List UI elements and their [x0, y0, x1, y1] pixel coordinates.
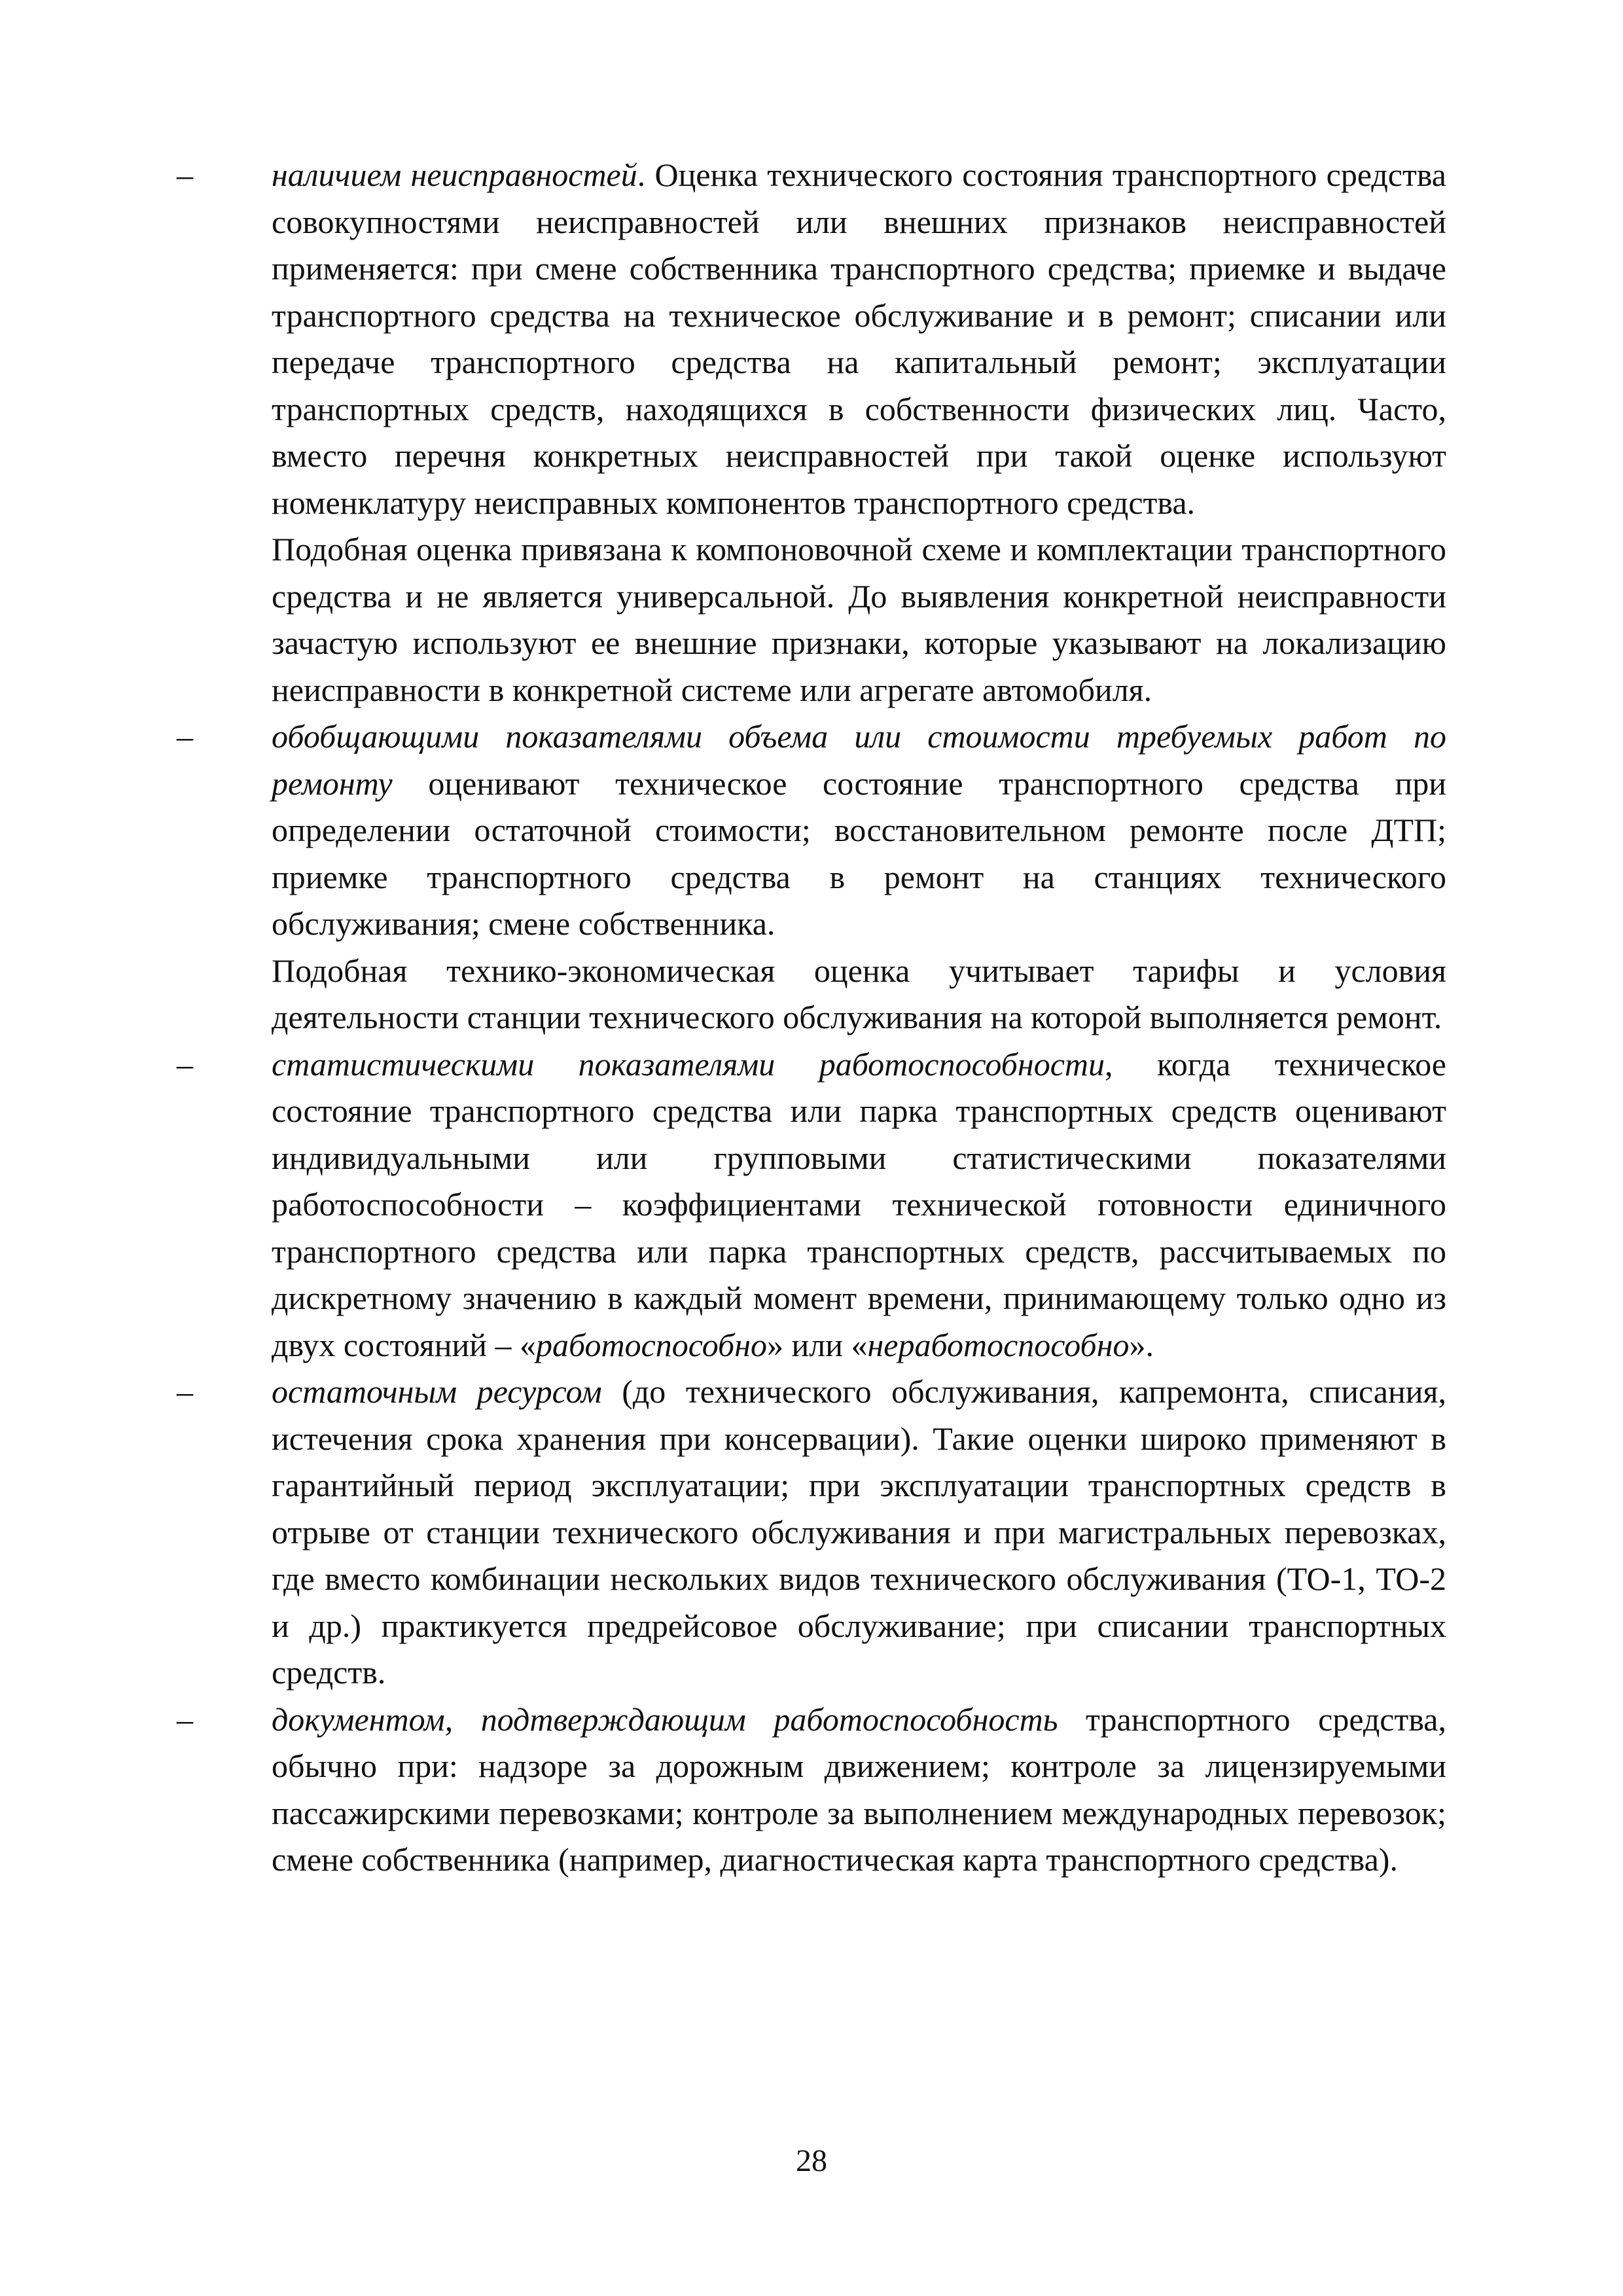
list-dash: –: [177, 1700, 193, 1738]
page-content: [177, 152, 1446, 1884]
item-body-text: » или «: [767, 1326, 868, 1363]
item-paragraph: [272, 152, 1446, 526]
list-dash: –: [177, 1045, 193, 1083]
page-number: 28: [796, 2144, 827, 2178]
list-dash: –: [177, 156, 193, 193]
item-body-text: . Оценка технического состояния транспортного средства совокупностями неисправностей или внешних признаков неисправностей применяется: при смене собственника транспортного средства; приемке и выдаче транспортного средства на техническое обслуживание и в ремонт; списании или передаче транспортного средства на капитальный ремонт; эксплуатации транспортных средств, находящихся в собственности физических лиц. Часто, вместо перечня конкретных неисправностей при такой оценке используют номенклатуру неисправных компонентов транспортного средства.: [272, 156, 1446, 521]
item-body-text: (до технического обслуживания, капремонта, списания, истечения срока хранения при консервации). Такие оценки широко применяют в гарантийный период эксплуатации; при эксплуатации транспортных средств в отрыве от станции технического обслуживания и при магистральных перевозках, где вместо комбинации нескольких видов технического обслуживания (ТО-1, ТО-2 и др.) практикуется предрейсовое обслуживание; при списании транспортных средств.: [272, 1373, 1446, 1691]
item-paragraph: [272, 713, 1446, 948]
state-operable: работоспособно: [535, 1326, 768, 1363]
item-paragraph: [272, 1696, 1446, 1884]
state-inoperable: неработоспособно: [867, 1326, 1130, 1363]
list-dash: –: [177, 718, 193, 755]
list-item-document: [177, 1696, 1446, 1884]
item-paragraph: [272, 1041, 1446, 1369]
item-lead-term: обобщающими показателями объема или стоимости требуемых работ по ремонту: [272, 718, 1446, 802]
item-followup-paragraph: Подобная оценка привязана к компоновочной схеме и комплектации транспортного средства и не является универсальной. До выявления конкретной неисправности зачастую используют ее внешние признаки, которые указывают на локализацию неисправности в конкретной системе или агрегате автомобиля.: [272, 531, 1446, 708]
item-body-text: транспортного средства, обычно при: надзоре за дорожным движением; контроле за лицензируемыми пассажирскими перевозками; контроле за выполнением международных перевозок; смене собственника (например, диагностическая карта транспортного средства).: [272, 1700, 1446, 1878]
item-lead-term: наличием неисправностей: [272, 156, 637, 193]
list-item-repair-volume: [177, 713, 1446, 948]
list-item-statistical-indicators: [177, 1041, 1446, 1369]
item-lead-term: остаточным ресурсом: [272, 1373, 602, 1410]
list-item-malfunctions: [177, 152, 1446, 526]
list-dash: –: [177, 1373, 193, 1410]
item-paragraph: [272, 1369, 1446, 1696]
item-lead-term: статистическими показателями работоспособности: [272, 1045, 1105, 1083]
item-lead-term: документом, подтверждающим работоспособность: [272, 1700, 1058, 1738]
item-followup-paragraph: Подобная технико-экономическая оценка учитывает тарифы и условия деятельности станции технического обслуживания на которой выполняется ремонт.: [272, 952, 1446, 1035]
item-body-text: ».: [1129, 1326, 1154, 1363]
item-body-text: оценивают техническое состояние транспортного средства при определении остаточной стоимости; восстановительном ремонте после ДТП; приемке транспортного средства в ремонт на станциях технического обслуживания; смене собственника.: [272, 764, 1446, 942]
item-body-text: , когда техническое состояние транспортного средства или парка транспортных средств оценивают индивидуальными или групповыми статистическими показателями работоспособности – коэффициентами технической готовности единичного транспортного средства или парка транспортных средств, рассчитываемых по дискретному значению в каждый момент времени, принимающему только одно из двух состояний – «: [272, 1045, 1447, 1363]
list-item-residual-resource: [177, 1369, 1446, 1696]
